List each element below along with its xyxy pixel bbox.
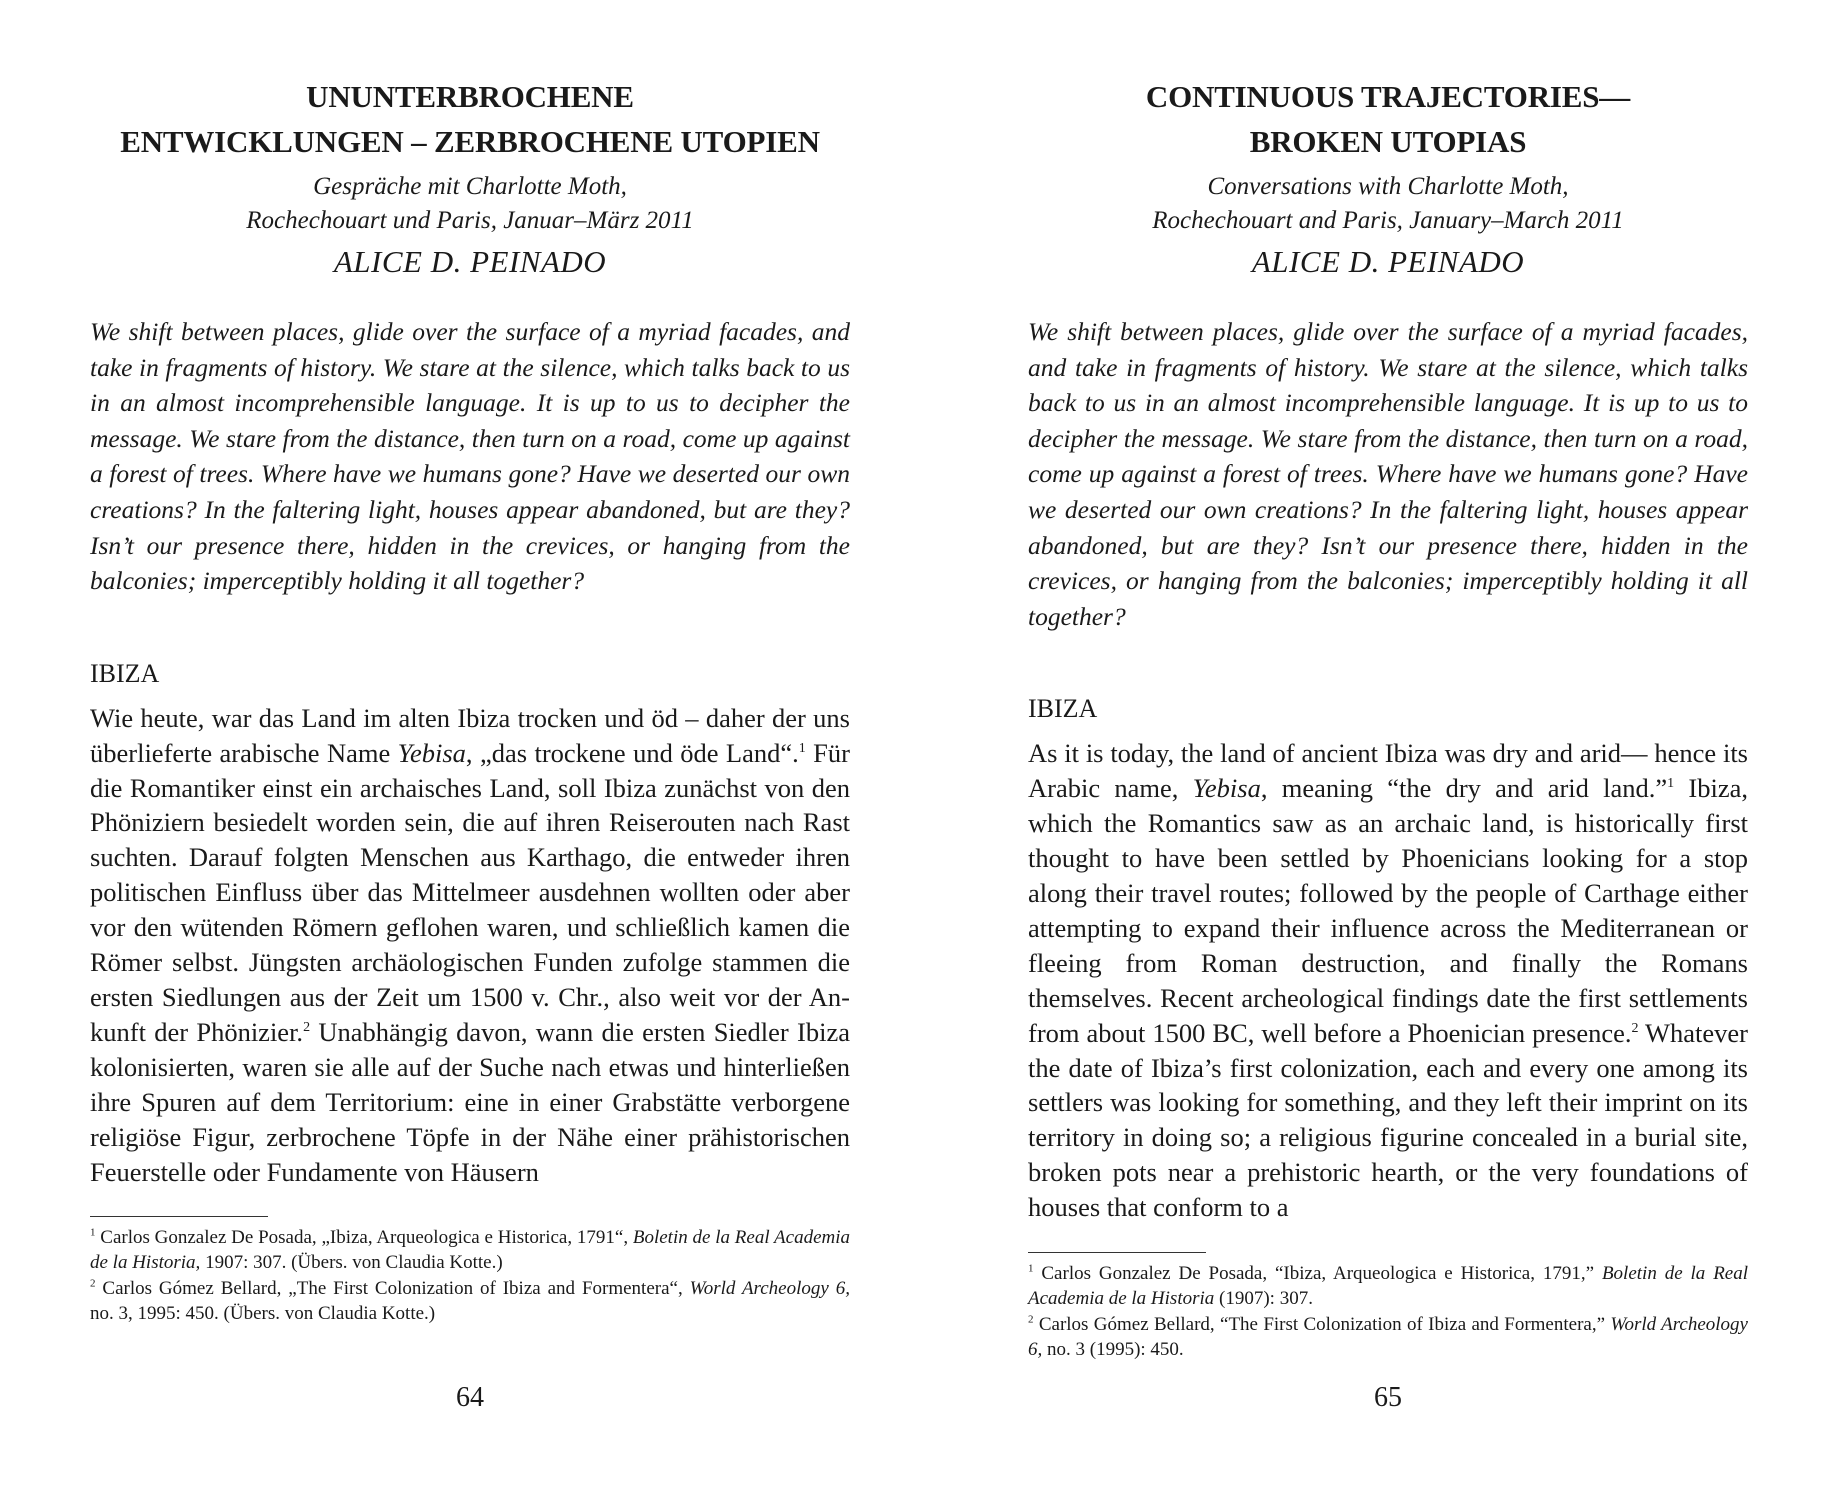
footnotes <box>90 1225 850 1327</box>
footnote-text: no. 3 (1995): 450. <box>1042 1339 1184 1361</box>
body-text-segment: , „das trockene und öde Land“. <box>465 737 799 768</box>
article-subtitle <box>1028 170 1748 238</box>
footnote-text: Carlos Gómez Bellard, „The First Colonization of Ibiza and Formentera“, <box>95 1277 690 1299</box>
body-text-segment: , meaning “the dry and arid land.” <box>1260 773 1668 804</box>
title-line: CONTINUOUS TRAJECTORIES— <box>1145 79 1631 114</box>
article-title <box>1028 0 1748 164</box>
footnote-ref[interactable]: 2 <box>1631 1020 1639 1036</box>
article-subtitle <box>90 170 850 238</box>
subtitle-line: Rochechouart und Paris, Januar–März 2011 <box>246 207 694 234</box>
page-number: 65 <box>1374 1382 1402 1413</box>
italic-term: Yebisa <box>1192 773 1261 804</box>
footnote-ref[interactable]: 1 <box>1667 776 1675 792</box>
footnote-source: Boletin de la Real Academia de la Historia <box>1028 1262 1749 1310</box>
title-line: ENTWICKLUNGEN – ZERBROCHENE UTOPIEN <box>120 124 820 159</box>
footnote-text: Carlos Gómez Bellard, “The First Colonization of Ibiza and Formentera,” <box>1033 1313 1611 1335</box>
body-text-segment: Für die Romantiker einst ein archaisches Land, soll Ibiza zunächst von den Phöniziern besiedelt worden sein, die auf ihren Reiserouten nach Rast suchten. Darauf folgten Menschen aus Karthago, die entweder ihren politischen Einfluss über das Mittelmeer ausdehnen wollten oder aber vor den wütenden Römern geflohen waren, und schließlich kamen die Römer selbst. Jüngsten archäologischen Funden zufolge stammen die ersten Siedlungen aus der Zeit um 1500 v. Chr., also weit vor der Ankunft der Phönizier. <box>90 737 850 1047</box>
footnote-text: Carlos Gonzalez De Posada, „Ibiza, Arqueologica e Historica, 1791“, <box>95 1226 633 1248</box>
footnote-ref[interactable]: 2 <box>303 1020 311 1036</box>
footnote-source: World Archeology 6, <box>689 1277 850 1299</box>
subtitle-line: Gespräche mit Charlotte Moth, <box>313 173 627 200</box>
section-heading: IBIZA <box>1028 694 1098 724</box>
footnote <box>1028 1312 1748 1363</box>
footnote-text: Carlos Gonzalez De Posada, “Ibiza, Arqueologica e Historica, 1791,” <box>1033 1262 1602 1284</box>
body-text-segment: As it is today, the land of ancient Ibiza was dry and arid— hence its Arabic name, <box>1028 738 1748 804</box>
abstract-paragraph: We shift between places, glide over the surface of a myriad facades, and take in fragments of history. We stare at the silence, which talks back to us in an almost incomprehensible language. It is up to us to decipher the message. We stare from the distance, then turn on a road, come up against a forest of trees. Where have we humans gone? Have we deserted our own creations? In the faltering light, houses appear abandoned, but are they? Isn’t our presence there, hidden in the crevices, or hanging from the balconies; imperceptibly holding it all together? <box>90 317 850 596</box>
footnote <box>90 1225 850 1276</box>
right-page-english <box>1028 0 1748 1500</box>
footnote-divider <box>1028 1252 1206 1253</box>
footnote-number: 1 <box>90 1226 96 1239</box>
title-line: UNUNTERBROCHENE <box>306 79 634 114</box>
subtitle-line: Conversations with Charlotte Moth, <box>1207 173 1569 200</box>
title-line: BROKEN UTOPIAS <box>1249 124 1527 159</box>
footnote <box>90 1276 850 1327</box>
author-name: ALICE D. PEINADO <box>333 244 607 279</box>
body-text-segment: Ibiza, which the Romantics saw as an archaic land, is historically first thought to have been settled by Phoenicians looking for a stop along their travel routes; followed by the people of Carthage either attempting to expand their influence across the Mediterranean or fleeing from Roman destruction, and finally the Romans themselves. Recent archeological findings date the first settlements from about 1500 BC, well before a Phoenician presence. <box>1028 773 1748 1048</box>
subtitle-line: Rochechouart and Paris, January–March 2011 <box>1152 207 1624 234</box>
footnote-number: 2 <box>90 1277 96 1290</box>
body-text-segment: Whatever the date of Ibiza’s first colonization, each and every one among its settlers was looking for something, and they left their imprint on its territory in doing so; a religious figurine concealed in a burial site, broken pots near a prehistoric hearth, or the very foundations of houses that conform to a <box>1028 1017 1748 1223</box>
body-paragraph <box>1028 736 1748 1225</box>
author-name: ALICE D. PEINADO <box>1251 244 1525 279</box>
footnote-text: (1907): 307. <box>1214 1288 1313 1310</box>
footnote <box>1028 1261 1748 1312</box>
italic-term: Yebisa <box>397 737 466 768</box>
footnotes <box>1028 1261 1748 1363</box>
footnote-text: no. 3, 1995: 450. (Übers. von Claudia Kotte.) <box>90 1303 436 1325</box>
abstract-paragraph: We shift between places, glide over the surface of a myriad facades, and take in fragments of history. We stare at the silence, which talks back to us in an almost incomprehensible language. It is up to us to decipher the message. We stare from the distance, then turn on a road, come up against a forest of trees. Where have we humans gone? Have we deserted our own creations? In the faltering light, houses appear abandoned, but are they? Isn’t our presence there, hidden in the crevices, or hanging from the balconies; imperceptibly holding it all together? <box>1028 317 1748 631</box>
footnote-source: Boletin de la Real Academia de la Historia, <box>90 1226 850 1274</box>
page-number: 64 <box>456 1382 484 1413</box>
footnote-text: 1907: 307. (Übers. von Claudia Kotte.) <box>200 1252 503 1274</box>
article-title <box>90 0 850 164</box>
body-paragraph <box>90 701 850 1190</box>
left-page-german <box>90 0 850 1500</box>
footnote-number: 2 <box>1028 1313 1034 1326</box>
footnote-source: World Archeology 6, <box>1028 1313 1748 1361</box>
footnote-divider <box>90 1216 268 1217</box>
footnote-ref[interactable]: 1 <box>798 740 806 756</box>
footnote-number: 1 <box>1028 1262 1034 1275</box>
body-text-segment: Unabhängig davon, wann die ersten Siedler Ibiza kolonisierten, waren sie alle auf der Suche nach etwas und hinterließen ihre Spuren auf dem Territorium: eine in einer Grabstätte verborgene religiöse Figur, zerbrochene Töpfe in der Nähe einer prähistorischen Feuerstelle oder Fundamente von Häusern <box>90 1016 851 1187</box>
body-text-segment: Wie heute, war das Land im alten Ibiza trocken und öd – daher der uns überlieferte arabische Name <box>90 702 850 768</box>
section-heading: IBIZA <box>90 658 160 688</box>
